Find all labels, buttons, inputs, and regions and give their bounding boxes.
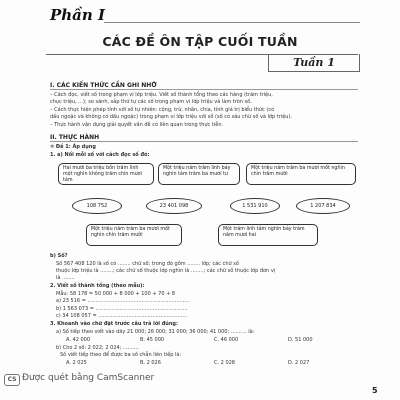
reading-box[interactable]: Một trăm linh tám nghìn bảy trăm năm mươi hai [218, 224, 318, 246]
question-3b-label: b) Cho 2 số: 2 022; 2 024; .......... [56, 345, 139, 351]
answer-option[interactable]: C. 46 000 [214, 337, 239, 343]
question-1-label: 1. a) Nối mỗi số với cách đọc số đó: [50, 152, 150, 158]
divider [50, 141, 358, 142]
answer-option[interactable]: B. 2 026 [140, 360, 161, 366]
number-oval[interactable]: 23 401 098 [146, 198, 202, 214]
reading-box[interactable]: Một triệu năm trăm ba mươi mốt nghìn chín trăm mười [246, 163, 356, 185]
answer-option[interactable]: A. 2 025 [66, 360, 87, 366]
knowledge-line: – Thực hành vận dụng giải quyết vấn đề có liên quan trong thực tiễn. [50, 122, 224, 128]
answer-option[interactable]: D. 2 027 [288, 360, 310, 366]
camscanner-icon: CS [4, 374, 20, 386]
question-2-item[interactable]: c) 34 108 057 = ........................................................ [56, 313, 188, 319]
question-1b-line: là ........ [56, 275, 75, 281]
knowledge-line: – Cách đọc, viết số trong phạm vi lớp triệu. Viết số thành tổng theo các hàng (trăm triệu, [50, 92, 273, 98]
scanner-watermark: Được quét bằng CamScanner [22, 373, 155, 383]
question-2-label: 2. Viết số thành tổng (theo mẫu): [50, 283, 145, 289]
knowledge-line: chục triệu, ...); so sánh, sắp thứ tự các số trong phạm vi lớp triệu và làm tròn số. [50, 99, 252, 105]
question-1b-line: Số 567 408 120 là số có ........ chữ số; trong đó gồm ........ lớp; các chữ số [56, 261, 239, 267]
page-number: 5 [372, 386, 378, 395]
reading-box[interactable]: Hai mươi ba triệu bốn trăm linh một nghìn không trăm chín mươi tám [58, 163, 154, 185]
page-title: CÁC ĐỀ ÔN TẬP CUỐI TUẦN [102, 34, 298, 49]
question-2-example: Mẫu: 58 178 = 50 000 + 8 000 + 100 + 70 + 8 [56, 291, 176, 297]
knowledge-line: – Cách thực hiện phép tính với số tự nhiên: cộng, trừ, nhân, chia, tính giá trị biểu thức (có [50, 107, 275, 113]
answer-option[interactable]: C. 2 028 [214, 360, 235, 366]
exam-heading: ✲ Đề 1: Áp dụng [50, 144, 96, 150]
question-3a-label: a) Số tiếp theo viết vào dãy 21 000; 26 000; 31 000; 36 000; 41 000; .......... là: [56, 329, 255, 335]
question-3-label: 3. Khoanh vào chữ đặt trước câu trả lời đúng: [50, 321, 178, 327]
question-1b-label: b) Số? [50, 253, 68, 259]
answer-option[interactable]: A. 42 000 [66, 337, 91, 343]
divider [50, 89, 358, 90]
answer-option[interactable]: B. 45 000 [140, 337, 165, 343]
section-heading-knowledge: I. CÁC KIẾN THỨC CẦN GHI NHỚ [50, 82, 157, 89]
section-heading-practice: II. THỰC HÀNH [50, 134, 100, 141]
reading-box[interactable]: Một triệu năm trăm ba mươi mốt nghìn chín trăm mười [86, 224, 182, 246]
question-1b-line: thuộc lớp triệu là ........; các chữ số thuộc lớp nghìn là ........; các chữ số thuộc lớp đơn vị [56, 268, 276, 274]
question-2-item[interactable]: b) 1 563 073 = .......................................................... [56, 306, 188, 312]
reading-box[interactable]: Một triệu năm trăm linh bảy nghìn tám trăm ba mươi tư [158, 163, 240, 185]
week-tab: Tuần 1 [268, 54, 360, 72]
answer-option[interactable]: D. 51 000 [288, 337, 313, 343]
question-3b-sub: Số viết tiếp theo để được ba số chẵn liên tiếp là: [60, 352, 182, 358]
number-oval[interactable]: 1 531 910 [230, 198, 280, 214]
number-oval[interactable]: 1 207 834 [296, 198, 350, 214]
divider [104, 22, 360, 23]
knowledge-line: dấu ngoặc và không có dấu ngoặc) trong phạm vi lớp triệu với số (số có sáu chữ số và lớp triệu). [50, 114, 292, 120]
number-oval[interactable]: 108 752 [72, 198, 122, 214]
question-2-item[interactable]: a) 23 516 = ................................................................ [56, 298, 190, 304]
part-title: Phần I [50, 6, 106, 24]
